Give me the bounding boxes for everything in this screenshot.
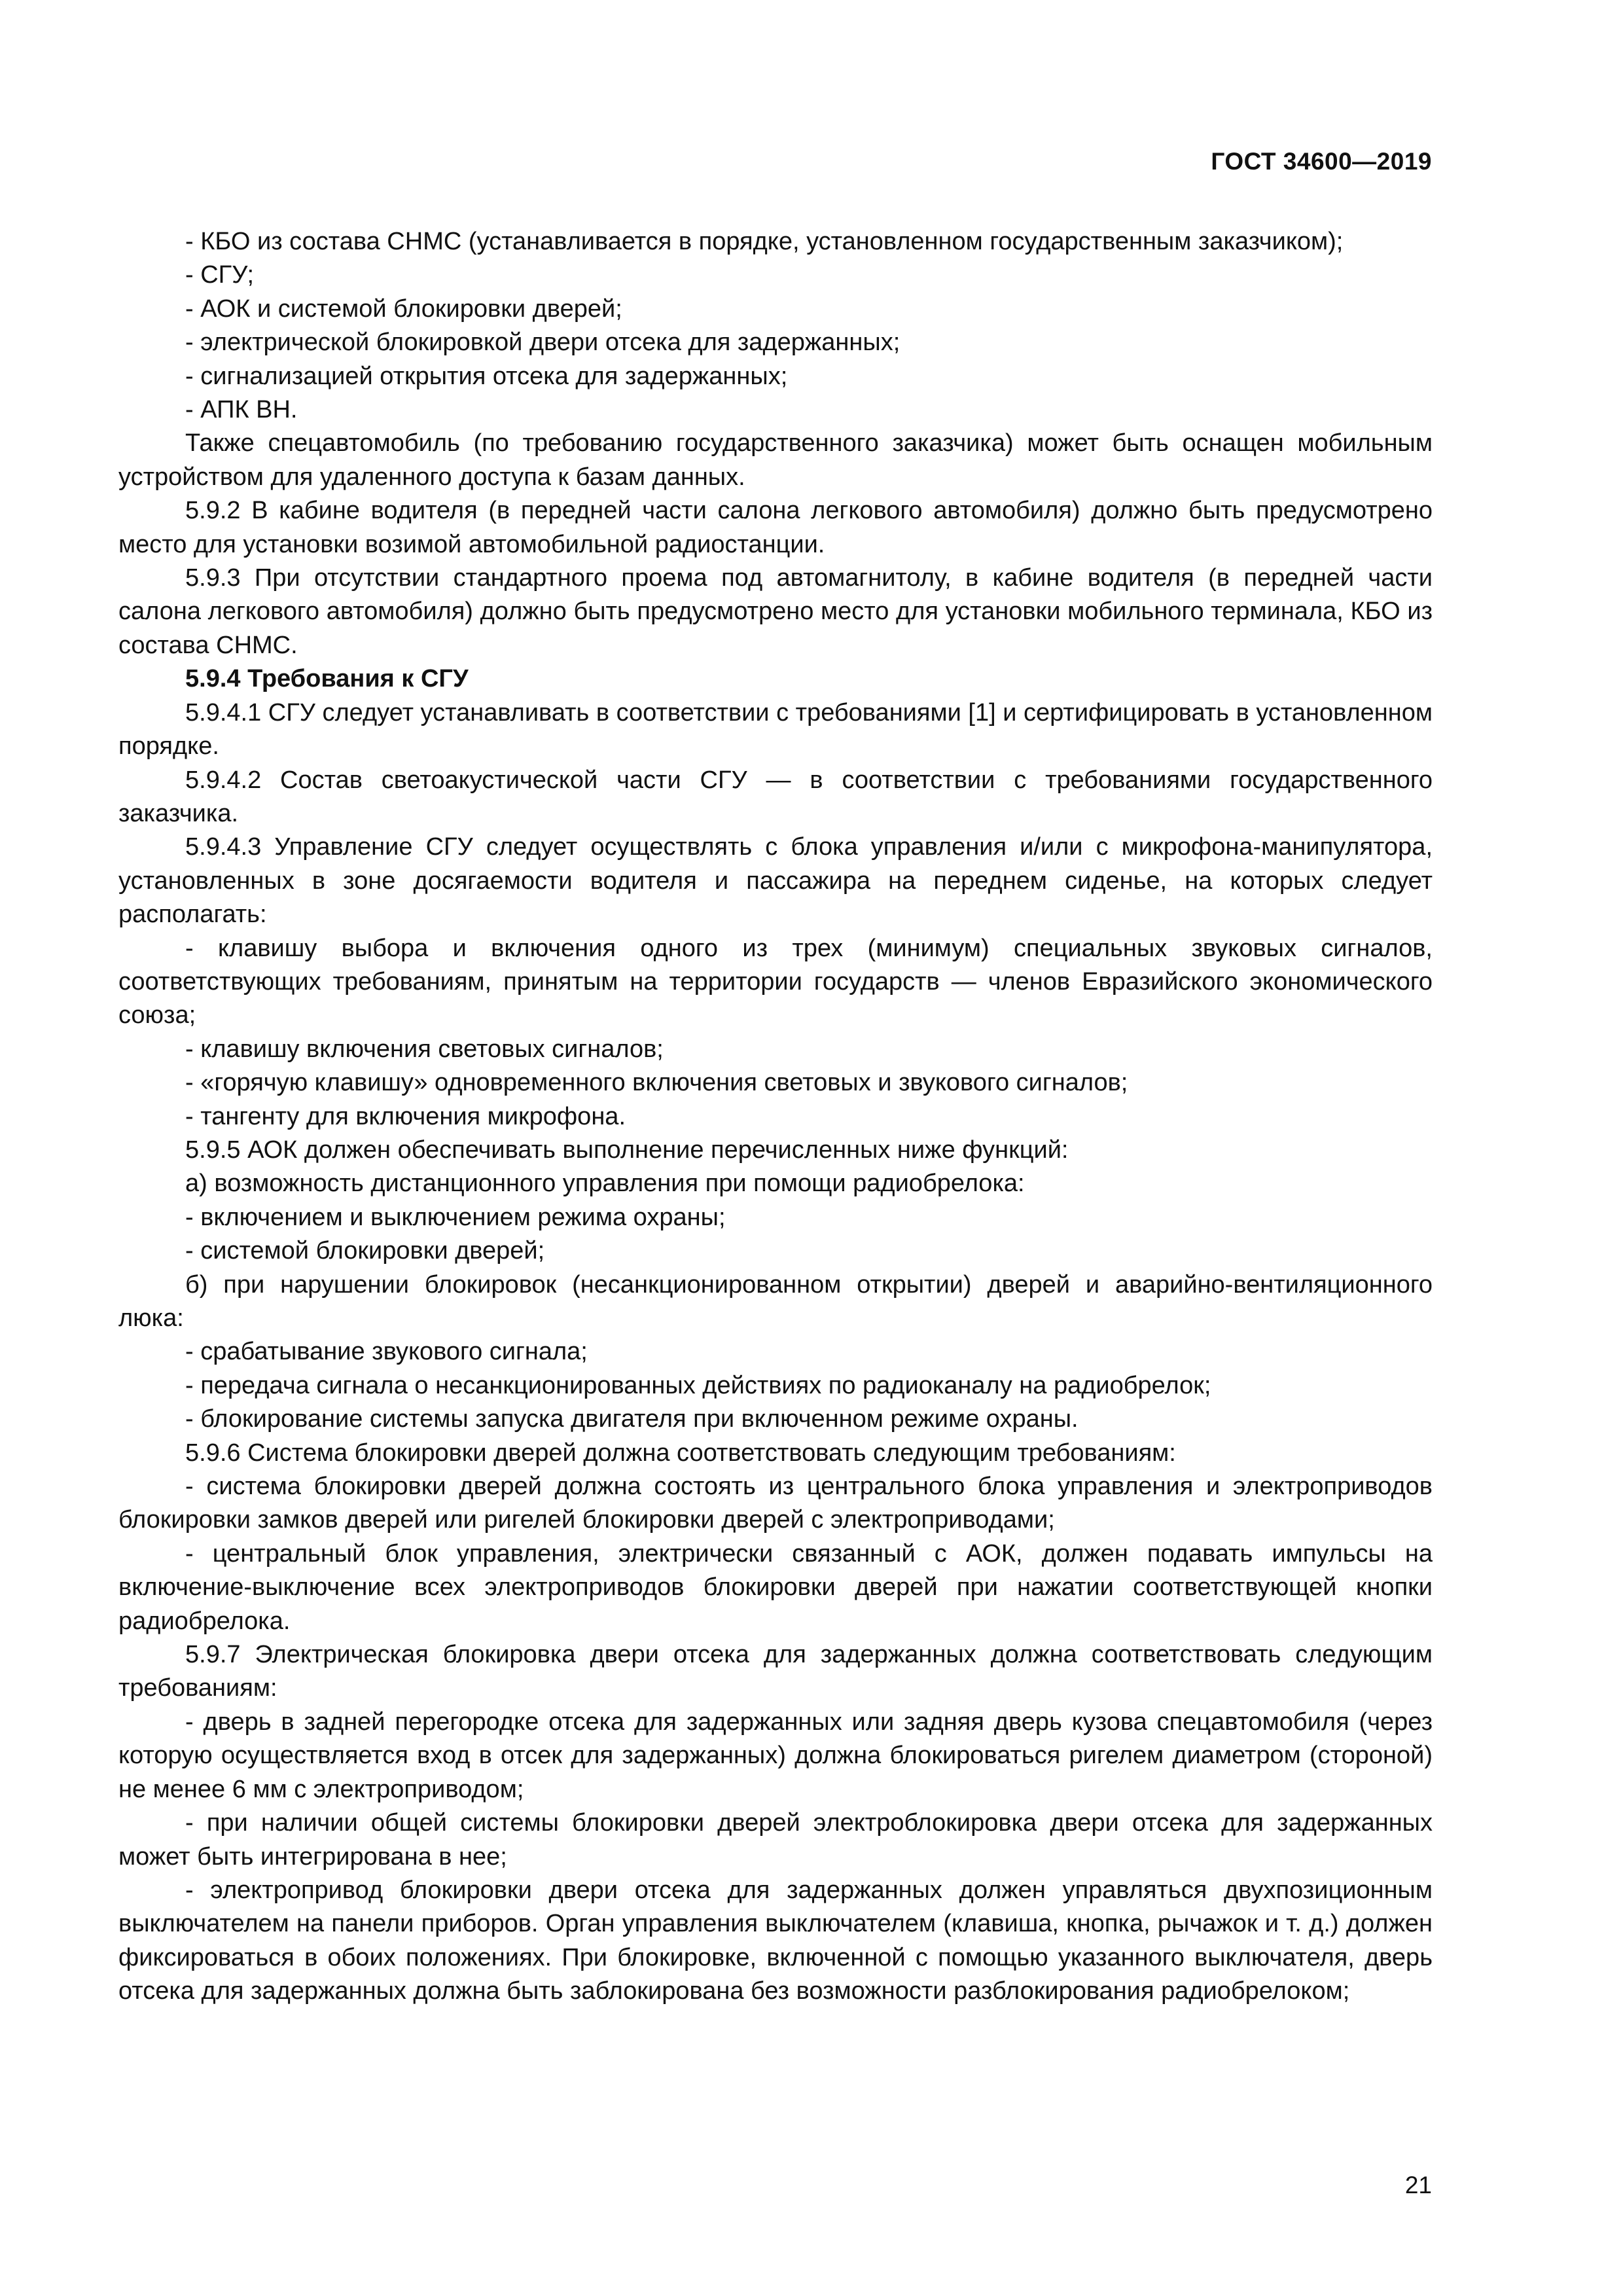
list-item: - КБО из состава СНМС (устанавливается в порядке, установленном государственным заказчиком); (185, 228, 1344, 255)
clause-5-9-4-1: 5.9.4.1 СГУ следует устанавливать в соответствии с требованиями [1] и сертифицировать в установленном порядке. (118, 698, 1433, 761)
clause-5-9-5: 5.9.5 АОК должен обеспечивать выполнение перечисленных ниже функций: (185, 1136, 1069, 1164)
page-number: 21 (1404, 2172, 1432, 2198)
list-item: - СГУ; (185, 261, 255, 289)
list-item: - центральный блок управления, электрически связанный с АОК, должен подавать импульсы на включение-выключение всех электроприводов блокировки дверей при нажатии соответствующей кнопки радиобрелока. (118, 1539, 1433, 1635)
section-heading-5-9-4: 5.9.4 Требования к СГУ (185, 665, 469, 693)
list-item: - блокирование системы запуска двигателя при включенном режиме охраны. (185, 1405, 1079, 1433)
paragraph: Также спецавтомобиль (по требованию государственного заказчика) может быть оснащен мобильным устройством для удаленного доступа к базам данных. (118, 429, 1433, 491)
clause-5-9-7: 5.9.7 Электрическая блокировка двери отсека для задержанных должна соответствовать следующим требованиям: (118, 1641, 1433, 1702)
list-item: - электрической блокировкой двери отсека для задержанных; (185, 329, 901, 357)
clause-5-9-3: 5.9.3 При отсутствии стандартного проема под автомагнитолу, в кабине водителя (в передней части салона легкового автомобиля) должно быть предусмотрено место для установки мобильного терминала, КБО из состава СНМС. (118, 564, 1433, 659)
list-item: а) возможность дистанционного управления при помощи радиобрелока: (185, 1170, 1025, 1198)
list-item: - «горячую клавишу» одновременного включения световых и звукового сигналов; (185, 1069, 1128, 1097)
list-item: - АОК и системой блокировки дверей; (185, 295, 622, 323)
list-item: - срабатывание звукового сигнала; (185, 1338, 588, 1366)
list-item: - сигнализацией открытия отсека для задержанных; (185, 362, 788, 390)
document-body (118, 225, 1433, 2009)
list-item: - тангенту для включения микрофона. (185, 1102, 626, 1130)
list-item: - система блокировки дверей должна состоять из центрального блока управления и электроприводов блокировки замков дверей или ригелей блокировки дверей с электроприводами; (118, 1473, 1433, 1534)
clause-5-9-2: 5.9.2 В кабине водителя (в передней части салона легкового автомобиля) должно быть предусмотрено место для установки возимой автомобильной радиостанции. (118, 497, 1433, 558)
list-item: - передача сигнала о несанкционированных действиях по радиоканалу на радиобрелок; (185, 1371, 1211, 1399)
list-item: - при наличии общей системы блокировки дверей электроблокировка двери отсека для задержанных может быть интегрирована в нее; (118, 1809, 1433, 1871)
list-item: - дверь в задней перегородке отсека для задержанных или задняя дверь кузова спецавтомобиля (через которую осуществляется вход в отсек для задержанных) должна блокироваться ригелем диаметром (стороной) не менее 6 мм с электроприводом; (118, 1708, 1433, 1803)
list-item: - электропривод блокировки двери отсека для задержанных должен управляться двухпозиционным выключателем на панели приборов. Орган управления выключателем (клавиша, кнопка, рычажок и т. д.) должен фиксироваться в обоих положениях. При блокировке, включенной с помощью указанного выключателя, дверь отсека для задержанных должна быть заблокирована без возможности разблокирования радиобрелоком; (118, 1876, 1433, 2005)
list-item: - системой блокировки дверей; (185, 1237, 545, 1265)
clause-5-9-4-2: 5.9.4.2 Состав светоакустической части СГУ — в соответствии с требованиями государственного заказчика. (118, 766, 1433, 827)
list-item: - АПК ВН. (185, 396, 298, 424)
clause-5-9-6: 5.9.6 Система блокировки дверей должна соответствовать следующим требованиям: (185, 1439, 1176, 1467)
clause-5-9-4-3: 5.9.4.3 Управление СГУ следует осуществлять с блока управления и/или с микрофона-манипулятора, установленных в зоне досягаемости водителя и пассажира на переднем сиденье, на которых следует располагать: (118, 833, 1433, 929)
list-item: - включением и выключением режима охраны; (185, 1203, 726, 1231)
list-item: б) при нарушении блокировок (несанкционированном открытии) дверей и аварийно-вентиляционного люка: (118, 1270, 1433, 1332)
list-item: - клавишу выбора и включения одного из трех (минимум) специальных звуковых сигналов, соответствующих требованиям, принятым на территории государств — членов Евразийского экономического союза; (118, 934, 1433, 1030)
document-header: ГОСТ 34600—2019 (1211, 148, 1432, 175)
list-item: - клавишу включения световых сигналов; (185, 1035, 664, 1063)
